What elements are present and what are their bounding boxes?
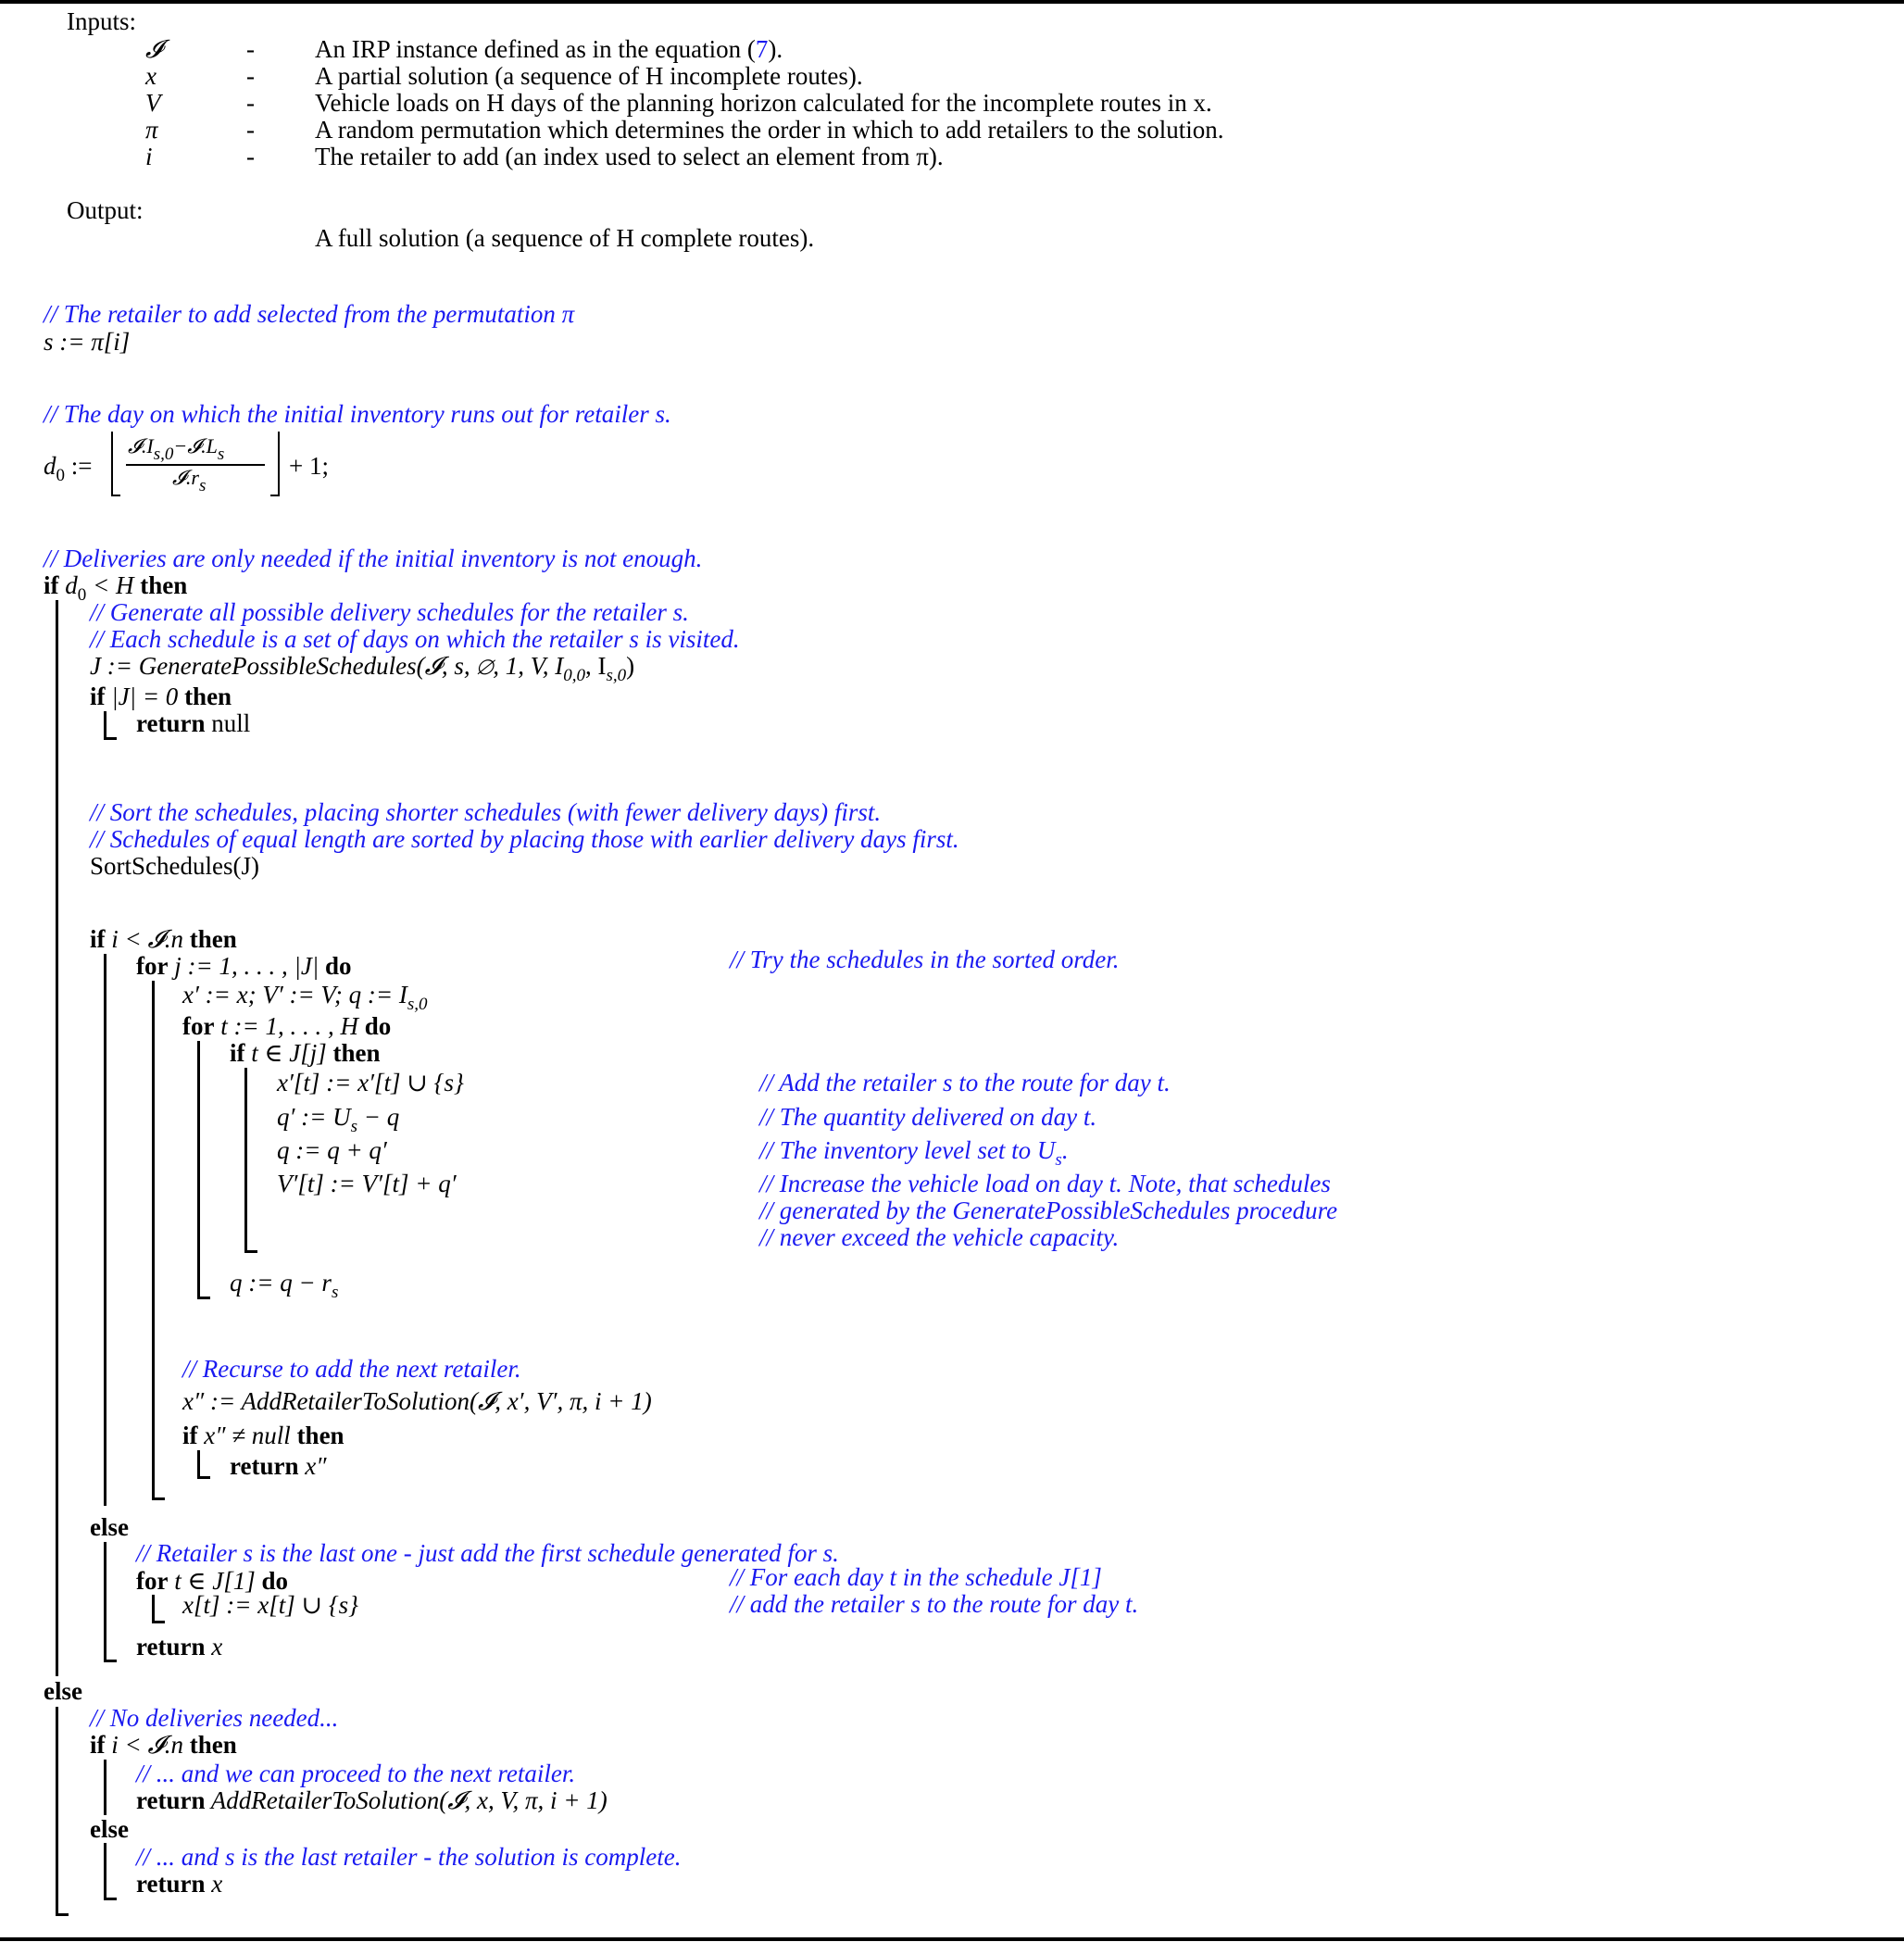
v-update-line: V′[t] := V′[t] + q′: [277, 1170, 457, 1197]
comment: // generated by the GeneratePossibleSchedules procedure: [759, 1197, 1338, 1224]
fraction-denominator: 𝓘.rs: [172, 466, 207, 495]
x-update-line: x′[t] := x′[t] ∪ {s}: [277, 1069, 464, 1096]
else-keyword: else: [90, 1815, 129, 1843]
comment: // The inventory level set to $U_s$.: [759, 1136, 1069, 1170]
comment: // Generate all possible delivery schedules for the retailer s.: [90, 598, 689, 626]
block-end-tick: [104, 1660, 117, 1662]
generate-schedules-line: J := GeneratePossibleSchedules(𝓘, s, ∅, 1, V, $I_{0,0}$, $I_{s,0}$): [90, 652, 635, 685]
comment: // Increase the vehicle load on day t. Note, that schedules: [759, 1170, 1331, 1197]
assign-xvq-line: x′ := x; V′ := V; q := $I_{s,0}$: [182, 981, 428, 1014]
comment: // ... and s is the last retailer - the solution is complete.: [136, 1843, 682, 1871]
floor-right-bracket: [270, 432, 280, 496]
input-description: A partial solution (a sequence of H incomplete routes).: [315, 62, 863, 90]
q-prime-line: q′ := $U_s - q$: [277, 1103, 400, 1136]
comment: // The retailer to add selected from the permutation π: [44, 300, 575, 328]
input-symbol: i: [145, 143, 153, 170]
return-x-line: return x: [136, 1633, 223, 1660]
block-bar: [152, 981, 155, 1500]
comment: // ... and we can proceed to the next retailer.: [136, 1760, 576, 1787]
block-end-tick: [197, 1297, 210, 1299]
bottom-rule: [0, 1937, 1904, 1941]
return-xpp-line: return x″: [230, 1452, 327, 1480]
input-symbol: π: [145, 116, 158, 144]
input-symbol: x: [145, 62, 157, 90]
fraction-numerator: 𝓘.Is,0−𝓘.Ls: [128, 434, 225, 464]
comment: // Each schedule is a set of days on which the retailer s is visited.: [90, 625, 740, 653]
comment: // add the retailer s to the route for day t.: [730, 1590, 1139, 1618]
if-xpp-line: if x″ ≠ null then: [182, 1422, 344, 1449]
block-bar: [104, 1542, 106, 1662]
input-dash: -: [246, 89, 255, 117]
block-bar: [56, 600, 58, 1676]
d0-lhs: $d_0$ :=: [44, 452, 93, 485]
block-bar: [104, 954, 106, 1506]
comment: // Deliveries are only needed if the initial inventory is not enough.: [44, 545, 703, 572]
block-end-tick: [152, 1621, 165, 1623]
input-dash: -: [246, 35, 255, 63]
block-bar: [104, 1843, 106, 1900]
block-end-tick: [104, 1898, 117, 1900]
q-dec-line: q := $q - r_s$: [230, 1269, 339, 1302]
equation-ref-link[interactable]: 7: [755, 35, 769, 63]
comment: // Schedules of equal length are sorted by placing those with earlier delivery days first.: [90, 825, 959, 853]
floor-left-bracket: [111, 432, 120, 496]
for-j-line: for j := 1, . . . , |J| do: [136, 952, 352, 980]
output-label: Output:: [67, 196, 144, 224]
return-null-line: return null: [136, 709, 251, 737]
input-symbol: V: [145, 89, 161, 117]
comment: // The day on which the initial inventory runs out for retailer s.: [44, 400, 671, 428]
input-dash: -: [246, 116, 255, 144]
if-i-line: if i < 𝓘.n then: [90, 1731, 237, 1759]
input-description: Vehicle loads on H days of the planning horizon calculated for the incomplete routes in x.: [315, 89, 1212, 117]
inputs-label: Inputs:: [67, 7, 137, 35]
if-t-line: if t ∈ J[j] then: [230, 1039, 381, 1067]
for-t-line: for t := 1, . . . , H do: [182, 1012, 392, 1040]
code-line: s := π[i]: [44, 328, 131, 356]
comment: // For each day t in the schedule J[1]: [730, 1563, 1102, 1591]
block-end-tick: [56, 1913, 69, 1916]
block-bar: [104, 711, 106, 739]
if-empty-line: if |J| = 0 then: [90, 683, 232, 710]
input-symbol: 𝓘: [145, 35, 163, 63]
block-end-tick: [152, 1497, 165, 1500]
block-bar: [104, 1760, 106, 1815]
input-dash: -: [246, 62, 255, 90]
block-bar: [56, 1707, 58, 1916]
block-bar: [152, 1595, 155, 1623]
input-description: The retailer to add (an index used to select an element from π).: [315, 143, 944, 170]
comment: // Retailer s is the last one - just add the first schedule generated for s.: [136, 1539, 839, 1567]
comment: // never exceed the vehicle capacity.: [759, 1223, 1120, 1251]
block-end-tick: [104, 737, 117, 740]
output-description: A full solution (a sequence of H complete routes).: [315, 224, 815, 252]
if-i-line: if i < 𝓘.n then: [90, 925, 237, 953]
return-add-line: return AddRetailerToSolution(𝓘, x, V, π, i + 1): [136, 1786, 608, 1814]
for-t-j1-line: for t ∈ J[1] do: [136, 1567, 289, 1595]
block-end-tick: [197, 1476, 210, 1479]
comment: // Add the retailer s to the route for day t.: [759, 1069, 1171, 1096]
block-bar: [197, 1450, 200, 1478]
q-update-line: q := q + q′: [277, 1136, 387, 1164]
comment: // Try the schedules in the sorted order.: [730, 946, 1120, 973]
block-end-tick: [244, 1250, 257, 1253]
x-add-line: x[t] := x[t] ∪ {s}: [182, 1591, 358, 1619]
input-description: An IRP instance defined as in the equation (7).: [315, 35, 783, 63]
recurse-line: x″ := AddRetailerToSolution(𝓘, x′, V′, π, i + 1): [182, 1387, 652, 1415]
comment: // The quantity delivered on day t.: [759, 1103, 1097, 1131]
comment: // No deliveries needed...: [90, 1704, 339, 1732]
block-bar: [197, 1041, 200, 1299]
input-dash: -: [246, 143, 255, 170]
block-bar: [244, 1068, 247, 1253]
else-keyword: else: [90, 1513, 129, 1541]
comment: // Sort the schedules, placing shorter schedules (with fewer delivery days) first.: [90, 798, 882, 826]
top-rule: [0, 0, 1904, 4]
sort-line: SortSchedules(J): [90, 852, 259, 880]
else-keyword: else: [44, 1677, 82, 1705]
if-d0-line: if $d_0 < H$ then: [44, 571, 188, 605]
return-x-line: return x: [136, 1870, 223, 1898]
comment: // Recurse to add the next retailer.: [182, 1355, 521, 1383]
d0-tail: + 1;: [289, 452, 329, 480]
input-description: A random permutation which determines the order in which to add retailers to the solution.: [315, 116, 1224, 144]
